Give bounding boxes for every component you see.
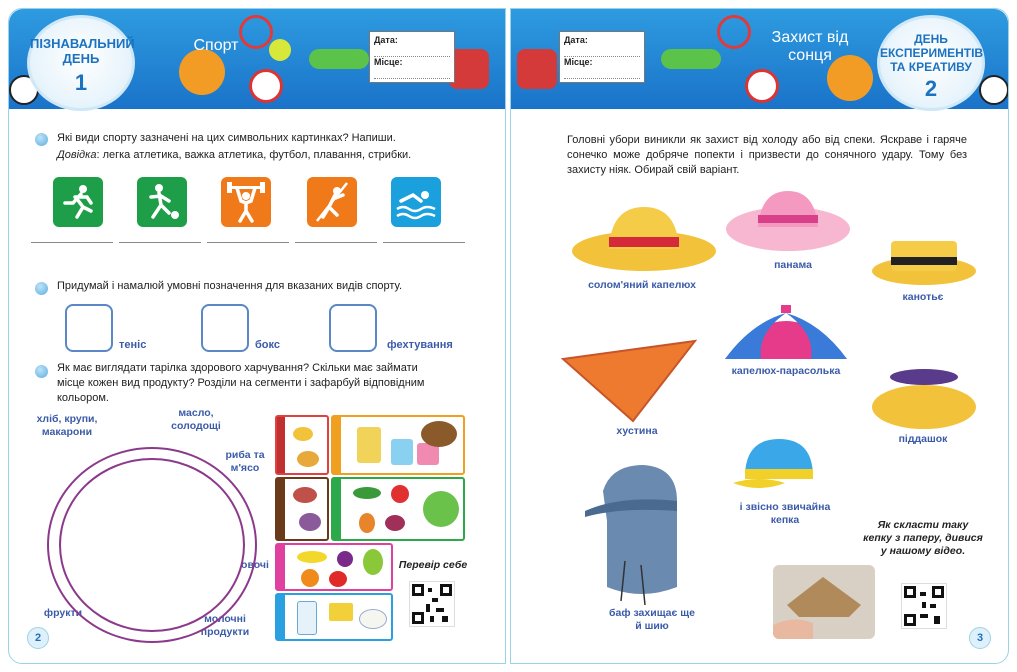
- milk-icon: [297, 601, 317, 635]
- draw-box-boxing[interactable]: [201, 304, 249, 352]
- cheese-icon: [329, 603, 353, 621]
- food-group-dairy: [275, 593, 393, 641]
- hint-text: : легка атлетика, важка атлетика, футбол, плавання, стрибки.: [96, 149, 412, 161]
- left-page: [8, 8, 506, 664]
- boater-hat-icon: [869, 231, 979, 296]
- butter-icon: [293, 427, 313, 441]
- food-group-grains: [331, 415, 465, 475]
- cucumber-icon: [353, 487, 381, 499]
- beet-icon: [385, 515, 405, 531]
- check-yourself-label: Перевір себе: [398, 559, 468, 571]
- food-group-vegetables: [331, 477, 465, 541]
- plate-inner: [59, 458, 245, 632]
- task-bullet: [35, 282, 48, 295]
- pasta-pack-icon: [391, 439, 413, 465]
- label-straw-hat: солом'яний капелюх: [588, 279, 696, 291]
- banana-icon: [297, 551, 327, 563]
- boxing-glove-icon: [449, 49, 489, 89]
- candy-icon: [297, 451, 319, 467]
- task1-question: Які види спорту зазначені на цих символьних картинках? Напиши.: [57, 132, 396, 144]
- place-field[interactable]: [564, 57, 640, 79]
- day-badge: [27, 15, 135, 111]
- label-vegetables: овочі: [241, 559, 269, 571]
- carrot-icon: [359, 513, 375, 533]
- label-buff: баф захищає ще й шию: [609, 607, 695, 632]
- sport-label-tennis: теніс: [119, 339, 147, 351]
- weightlifting-icon: [221, 177, 271, 227]
- apple-icon: [329, 571, 347, 587]
- fish-icon: [299, 513, 321, 531]
- scarf-icon: [559, 335, 699, 430]
- baseball-icon: [745, 69, 779, 103]
- video-note: Як скласти таку кепку з паперу, дивися у нашому відео.: [863, 519, 983, 557]
- date-label: Дата:: [564, 35, 588, 45]
- soccer-ball-icon: [979, 75, 1008, 105]
- date-field[interactable]: [374, 35, 450, 57]
- food-plate[interactable]: [47, 447, 257, 643]
- skateboard-icon: [661, 49, 721, 69]
- yogurt-icon: [359, 609, 387, 629]
- cap-icon: [729, 433, 829, 502]
- label-visor: піддашок: [898, 433, 948, 445]
- boxing-glove-icon: [517, 49, 557, 89]
- topic-title: Захист від сонця: [771, 29, 849, 64]
- label-dairy: молочні продукти: [200, 613, 250, 638]
- skateboard-icon: [309, 49, 369, 69]
- label-umbrella-hat: капелюх-парасолька: [731, 365, 841, 377]
- cabbage-icon: [423, 491, 459, 527]
- food-group-fruits: [275, 543, 393, 591]
- cereal-box-icon: [357, 427, 381, 463]
- day-number: 1: [74, 70, 88, 95]
- running-icon: [53, 177, 103, 227]
- intro-text: Головні убори виникли як захист від холоду або від спеки. Яскраве і гаряче сонечко може добряче попекти і призвести до сонячного удару. Тому без захисту ніяк. Обирай свій варіант.: [567, 134, 967, 176]
- label-fruits: фрукти: [43, 607, 83, 619]
- bread-icon: [421, 421, 457, 447]
- food-group-sweets: [275, 415, 329, 475]
- pear-icon: [363, 549, 383, 575]
- label-scarf: хустина: [616, 425, 658, 437]
- basketball-icon: [179, 49, 225, 95]
- answer-line[interactable]: [31, 242, 113, 243]
- day-label: ПІЗНАВАЛЬНИЙ ДЕНЬ: [30, 36, 135, 66]
- day-number: 2: [924, 76, 938, 101]
- label-panama: панама: [774, 259, 812, 271]
- baseball-icon: [249, 69, 283, 103]
- topic-title: Спорт: [193, 37, 239, 54]
- buff-icon: [581, 461, 691, 616]
- label-boater: канотьє: [902, 291, 944, 303]
- day-badge: [877, 15, 985, 111]
- page-number: 2: [27, 627, 49, 649]
- answer-line[interactable]: [207, 242, 289, 243]
- sport-label-fencing: фехтування: [387, 339, 453, 351]
- visor-icon: [869, 365, 979, 436]
- qr-code-icon[interactable]: [409, 581, 455, 627]
- label-cap: і звісно звичайна кепка: [739, 501, 831, 526]
- food-group-meat: [275, 477, 329, 541]
- date-label: Дата:: [374, 35, 398, 45]
- tennis-ball-icon: [269, 39, 291, 61]
- answer-line[interactable]: [295, 242, 377, 243]
- orange-icon: [301, 569, 319, 587]
- umbrella-hat-icon: [721, 303, 851, 372]
- date-place-box: [369, 31, 455, 83]
- pole-vault-icon: [307, 177, 357, 227]
- answer-line[interactable]: [119, 242, 201, 243]
- meat-icon: [293, 487, 317, 503]
- plum-icon: [337, 551, 353, 567]
- hint-label: Довідка: [57, 149, 97, 161]
- task2-question: Придумай і намалюй умовні позначення для вказаних видів спорту.: [57, 280, 403, 292]
- label-sweets: масло, солодощі: [171, 407, 221, 432]
- page-number: 3: [969, 627, 991, 649]
- date-place-box: [559, 31, 645, 83]
- task-bullet: [35, 365, 48, 378]
- swimming-icon: [391, 177, 441, 227]
- place-field[interactable]: [374, 57, 450, 79]
- day-label: ДЕНЬ ЕКСПЕРИМЕНТІВ ТА КРЕАТИВУ: [880, 32, 984, 74]
- panama-hat-icon: [723, 185, 853, 264]
- right-page: [510, 8, 1009, 664]
- tennis-racket-icon: [717, 15, 751, 49]
- paper-cap-photo: [773, 565, 875, 639]
- tomato-icon: [391, 485, 409, 503]
- answer-line[interactable]: [383, 242, 465, 243]
- place-label: Місце:: [374, 57, 403, 67]
- sport-label-boxing: бокс: [255, 339, 280, 351]
- date-field[interactable]: [564, 35, 640, 57]
- task1-hint: [57, 148, 497, 163]
- task3-question: Як має виглядати тарілка здорового харчування? Скільки має займати місце кожен вид продукту? Розділи на сегменти і зафарбуй відповідним кольором.: [57, 362, 425, 404]
- place-label: Місце:: [564, 57, 593, 67]
- draw-box-tennis[interactable]: [65, 304, 113, 352]
- football-icon: [137, 177, 187, 227]
- label-grains: хліб, крупи, макарони: [36, 413, 98, 438]
- qr-code-icon[interactable]: [901, 583, 947, 629]
- task-bullet: [35, 133, 48, 146]
- draw-box-fencing[interactable]: [329, 304, 377, 352]
- label-fish-meat: риба та м'ясо: [225, 449, 265, 474]
- straw-hat-icon: [569, 199, 719, 284]
